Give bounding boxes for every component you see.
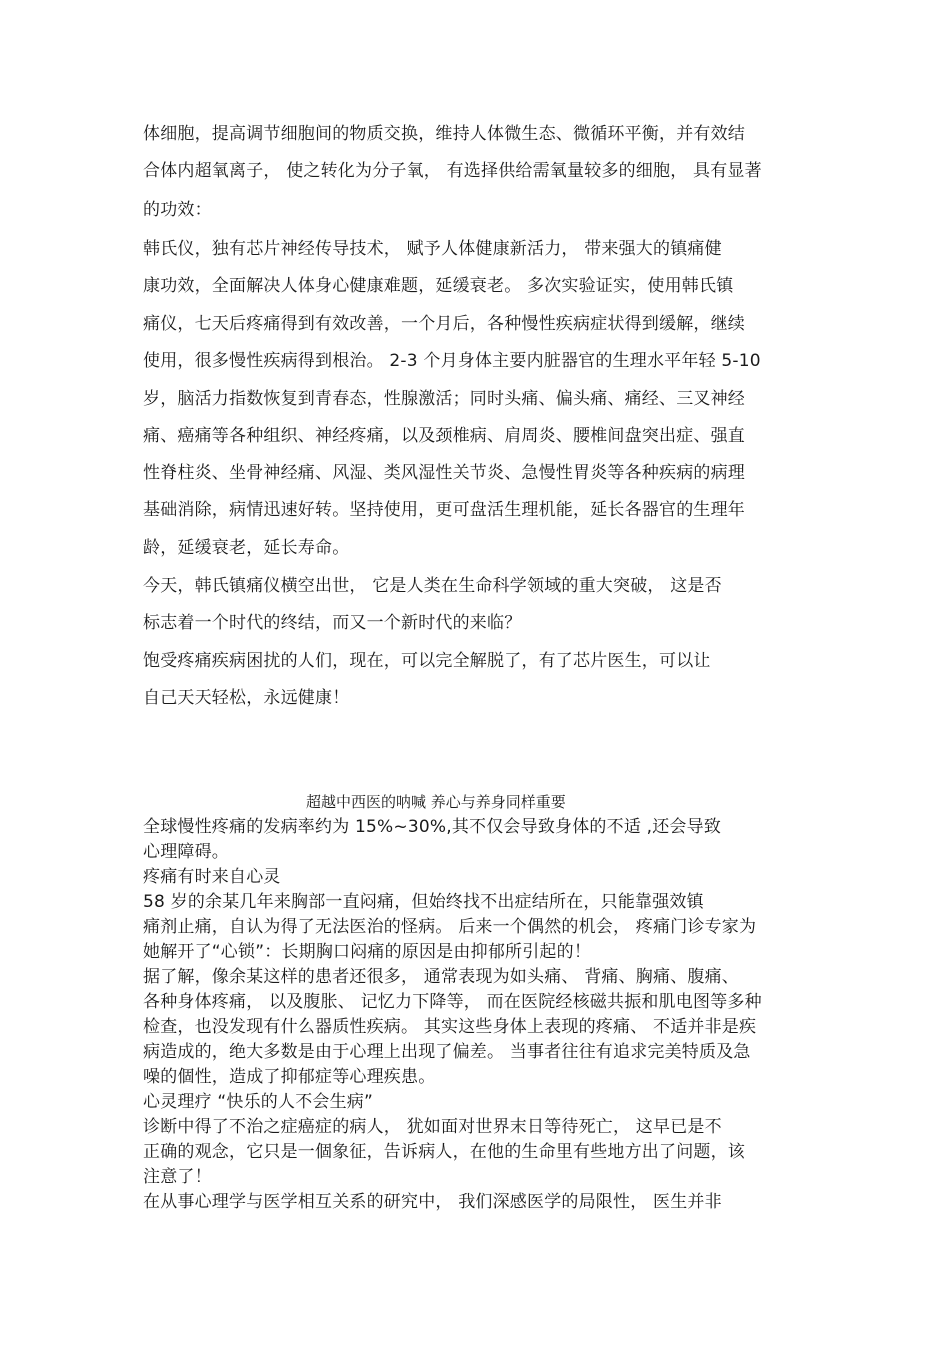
paragraph-line: 体细胞，提高调节细胞间的物质交换，维持人体微生态、微循环平衡，并有效结 xyxy=(143,124,745,144)
paragraph-line: 基础消除，病情迅速好转。坚持使用，更可盘活生理机能，延长各器官的生理年 xyxy=(143,500,745,520)
paragraph-line: 病造成的，绝大多数是由于心理上出现了偏差。 当事者往往有追求完美特质及急 xyxy=(143,1042,751,1062)
paragraph-line: 痛、癌痛等各种组织、神经疼痛，以及颈椎病、肩周炎、腰椎间盘突出症、强直 xyxy=(143,426,745,446)
paragraph-line: 饱受疼痛疾病困扰的人们，现在，可以完全解脱了，有了芯片医生，可以让 xyxy=(143,651,711,671)
paragraph-line: 注意了！ xyxy=(143,1167,212,1187)
paragraph-line: 韩氏仪，独有芯片神经传导技术， 赋予人体健康新活力， 带来强大的镇痛健 xyxy=(143,239,722,259)
paragraph-line: 噪的個性，造成了抑郁症等心理疾患。 xyxy=(143,1067,436,1087)
paragraph-line: 使用，很多慢性疾病得到根治。 2-3 个月身体主要内脏器官的生理水平年轻 5-10 xyxy=(143,351,761,371)
paragraph-line: 的功效： xyxy=(143,200,212,220)
subheading: 心灵理疗 “快乐的人不会生病” xyxy=(143,1092,374,1112)
paragraph-line: 痛仪，七天后疼痛得到有效改善，一个月后，各种慢性疾病症状得到缓解，继续 xyxy=(143,314,745,334)
paragraph-line: 全球慢性疼痛的发病率约为 15%~30%,其不仅会导致身体的不适 ,还会导致 xyxy=(143,817,722,837)
paragraph-line: 她解开了“心锁”：长期胸口闷痛的原因是由抑郁所引起的！ xyxy=(143,942,592,962)
paragraph-line: 痛剂止痛，自认为得了无法医治的怪病。 后来一个偶然的机会， 疼痛门诊专家为 xyxy=(143,917,757,937)
paragraph-line: 性脊柱炎、坐骨神经痛、风湿、类风湿性关节炎、急慢性胃炎等各种疾病的病理 xyxy=(143,463,745,483)
paragraph-line: 心理障碍。 xyxy=(143,842,229,862)
subheading: 疼痛有时来自心灵 xyxy=(143,867,281,887)
paragraph-line: 今天，韩氏镇痛仪横空出世， 它是人类在生命科学领域的重大突破， 这是否 xyxy=(143,576,722,596)
paragraph-line: 康功效，全面解决人体身心健康难题，延缓衰老。 多次实验证实，使用韩氏镇 xyxy=(143,276,734,296)
paragraph-line: 自己天天轻松，永远健康！ xyxy=(143,688,350,708)
paragraph-line: 各种身体疼痛， 以及腹胀、 记忆力下降等， 而在医院经核磁共振和肌电图等多种 xyxy=(143,992,762,1012)
paragraph-line: 58 岁的余某几年来胸部一直闷痛，但始终找不出症结所在，只能靠强效镇 xyxy=(143,892,704,912)
paragraph-line: 龄，延缓衰老，延长寿命。 xyxy=(143,538,350,558)
paragraph-line: 岁，脑活力指数恢复到青春态，性腺激活；同时头痛、偏头痛、痛经、三叉神经 xyxy=(143,389,745,409)
paragraph-line: 合体内超氧离子， 使之转化为分子氧， 有选择供给需氧量较多的细胞， 具有显著 xyxy=(143,161,762,181)
paragraph-line: 检查，也没发现有什么器质性疾病。 其实这些身体上表现的疼痛、 不适并非是疾 xyxy=(143,1017,757,1037)
paragraph-line: 标志着一个时代的终结，而又一个新时代的来临？ xyxy=(143,613,522,633)
paragraph-line: 诊断中得了不治之症癌症的病人， 犹如面对世界末日等待死亡， 这早已是不 xyxy=(143,1117,722,1137)
article-title: 超越中西医的呐喊 养心与养身同样重要 xyxy=(306,793,566,811)
paragraph-line: 据了解，像余某这样的患者还很多， 通常表现为如头痛、 背痛、胸痛、腹痛、 xyxy=(143,967,740,987)
paragraph-line: 在从事心理学与医学相互关系的研究中， 我们深感医学的局限性， 医生并非 xyxy=(143,1192,722,1212)
paragraph-line: 正确的观念，它只是一個象征，告诉病人，在他的生命里有些地方出了问题，该 xyxy=(143,1142,745,1162)
